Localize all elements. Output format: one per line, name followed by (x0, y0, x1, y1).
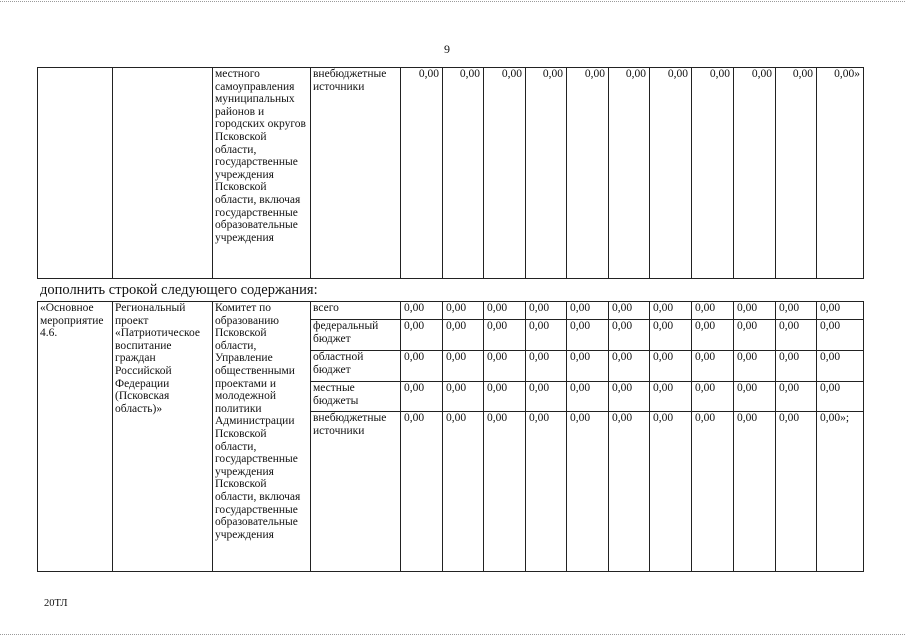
value-cell: 0,00 (776, 68, 817, 279)
cell-executor: Комитет по образованию Псковской области, Управление общественными проектами и молодежной политики Администрации Псковской области, государственные учреждения Псковской области, включая государственные образовательные учреждения (213, 302, 311, 572)
value-cell: 0,00 (650, 302, 692, 320)
cell-source: областной бюджет (311, 351, 401, 382)
value-cell: 0,00 (526, 382, 567, 412)
value-cell: 0,00 (734, 302, 776, 320)
value-cell: 0,00 (650, 382, 692, 412)
cell-source: внебюджетные источники (311, 68, 401, 279)
value-cell: 0,00 (776, 382, 817, 412)
value-cell: 0,00 (443, 68, 484, 279)
instruction-text: дополнить строкой следующего содержания: (40, 282, 318, 298)
value-cell: 0,00 (484, 320, 526, 351)
value-cell: 0,00»; (817, 412, 864, 572)
value-cell: 0,00 (692, 68, 734, 279)
footer-code: 20ТЛ (44, 598, 68, 609)
value-cell: 0,00» (817, 68, 864, 279)
value-cell: 0,00 (609, 68, 650, 279)
value-cell: 0,00 (567, 382, 609, 412)
cell-source: местные бюджеты (311, 382, 401, 412)
page-number: 9 (444, 42, 450, 56)
cell-source: всего (311, 302, 401, 320)
value-cell: 0,00 (484, 68, 526, 279)
value-cell: 0,00 (484, 412, 526, 572)
top-border-line (0, 1, 905, 2)
value-cell: 0,00 (692, 302, 734, 320)
value-cell: 0,00 (650, 320, 692, 351)
value-cell: 0,00 (734, 351, 776, 382)
value-cell: 0,00 (650, 412, 692, 572)
cell-project (113, 68, 213, 279)
value-cell: 0,00 (776, 412, 817, 572)
budget-table-top (37, 67, 864, 279)
value-cell: 0,00 (567, 320, 609, 351)
value-cell: 0,00 (567, 302, 609, 320)
cell-source: федеральный бюджет (311, 320, 401, 351)
budget-table-new (37, 301, 864, 572)
value-cell: 0,00 (567, 68, 609, 279)
value-cell: 0,00 (401, 382, 443, 412)
value-cell: 0,00 (734, 68, 776, 279)
cell-measure-name: «Основное мероприятие 4.6. (38, 302, 113, 572)
value-cell: 0,00 (609, 382, 650, 412)
value-cell: 0,00 (567, 412, 609, 572)
value-cell: 0,00 (401, 302, 443, 320)
value-cell: 0,00 (609, 412, 650, 572)
value-cell: 0,00 (817, 302, 864, 320)
value-cell: 0,00 (650, 68, 692, 279)
value-cell: 0,00 (567, 351, 609, 382)
cell-source: внебюджетные источники (311, 412, 401, 572)
value-cell: 0,00 (526, 412, 567, 572)
value-cell: 0,00 (609, 351, 650, 382)
value-cell: 0,00 (776, 302, 817, 320)
value-cell: 0,00 (817, 382, 864, 412)
bottom-border-line (0, 634, 905, 635)
value-cell: 0,00 (734, 320, 776, 351)
value-cell: 0,00 (443, 412, 484, 572)
value-cell: 0,00 (817, 351, 864, 382)
value-cell: 0,00 (526, 68, 567, 279)
value-cell: 0,00 (484, 302, 526, 320)
value-cell: 0,00 (401, 320, 443, 351)
value-cell: 0,00 (401, 351, 443, 382)
value-cell: 0,00 (776, 320, 817, 351)
value-cell: 0,00 (526, 320, 567, 351)
cell-executor: местного самоуправления муниципальных районов и городских округов Псковской области, государственные учреждения Псковской области, включая государственные образовательные учреждения (213, 68, 311, 279)
value-cell: 0,00 (443, 351, 484, 382)
cell-project: Региональный проект «Патриотическое воспитание граждан Российской Федерации (Псковская область)» (113, 302, 213, 572)
value-cell: 0,00 (443, 302, 484, 320)
value-cell: 0,00 (609, 302, 650, 320)
value-cell: 0,00 (443, 320, 484, 351)
value-cell: 0,00 (692, 412, 734, 572)
value-cell: 0,00 (734, 382, 776, 412)
value-cell: 0,00 (692, 320, 734, 351)
value-cell: 0,00 (484, 351, 526, 382)
cell-name (38, 68, 113, 279)
value-cell: 0,00 (484, 382, 526, 412)
value-cell: 0,00 (526, 302, 567, 320)
value-cell: 0,00 (401, 68, 443, 279)
value-cell: 0,00 (776, 351, 817, 382)
value-cell: 0,00 (650, 351, 692, 382)
value-cell: 0,00 (817, 320, 864, 351)
value-cell: 0,00 (609, 320, 650, 351)
value-cell: 0,00 (401, 412, 443, 572)
value-cell: 0,00 (443, 382, 484, 412)
value-cell: 0,00 (692, 351, 734, 382)
value-cell: 0,00 (526, 351, 567, 382)
value-cell: 0,00 (734, 412, 776, 572)
value-cell: 0,00 (692, 382, 734, 412)
